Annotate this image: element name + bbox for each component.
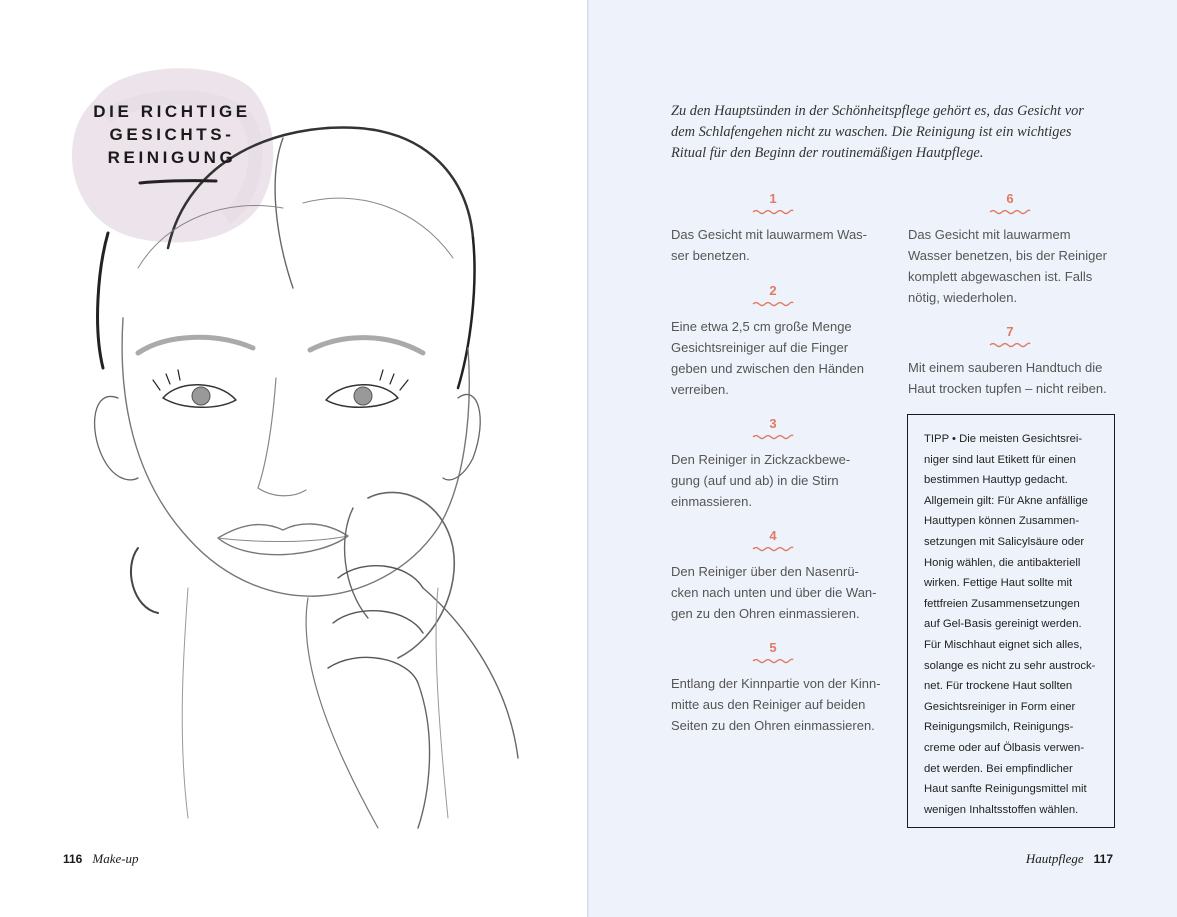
- step-line: Mit einem sauberen Handtuch die: [908, 360, 1103, 375]
- step-4: [671, 528, 881, 624]
- intro-line: dem Schlafengehen nicht zu waschen. Die Reinigung ist ein wichtiges: [671, 124, 1072, 140]
- step-3: [671, 416, 881, 512]
- step-number: 7: [1006, 324, 1014, 339]
- step-text: [671, 316, 881, 400]
- tip-line: solange es nicht zu sehr austrock-: [924, 659, 1096, 672]
- step-number: 4: [769, 528, 777, 543]
- step-1: [671, 191, 881, 266]
- chapter-title: [72, 100, 272, 169]
- step-line: Das Gesicht mit lauwarmem: [908, 227, 1071, 242]
- tip-line: det werden. Bei empfindlicher: [924, 762, 1073, 775]
- squiggle-divider-icon: [752, 433, 794, 441]
- squiggle-divider-icon: [989, 341, 1031, 349]
- squiggle-divider-icon: [989, 208, 1031, 216]
- folio-right: [1026, 851, 1113, 867]
- step-text: [908, 357, 1118, 399]
- step-line: Den Reiniger in Zickzackbewe-: [671, 452, 851, 467]
- tip-line: Hauttypen können Zusammen-: [924, 515, 1080, 528]
- step-line: einmassieren.: [671, 494, 752, 509]
- tip-line: net. Für trockene Haut sollten: [924, 680, 1073, 693]
- step-line: gen zu den Ohren einmassieren.: [671, 606, 860, 621]
- step-line: Gesichtsreiniger auf die Finger: [671, 340, 849, 355]
- tip-line: niger sind laut Etikett für einen: [924, 453, 1076, 466]
- step-text: [671, 673, 881, 736]
- step-line: mitte aus den Reiniger auf beiden: [671, 697, 866, 712]
- step-line: Haut trocken tupfen – nicht reiben.: [908, 381, 1107, 396]
- step-line: nötig, wiederholen.: [908, 290, 1018, 305]
- step-number: 1: [769, 191, 777, 206]
- chapter-title-line: DIE RICHTIGE: [93, 102, 251, 121]
- folio-left: [63, 851, 139, 867]
- tip-line: Honig wählen, die antibakteriell: [924, 556, 1081, 569]
- chapter-title-line: REINIGUNG: [107, 148, 237, 167]
- step-line: ser benetzen.: [671, 248, 750, 263]
- squiggle-divider-icon: [752, 657, 794, 665]
- step-line: Das Gesicht mit lauwarmem Was-: [671, 227, 867, 242]
- tip-line: Für Mischhaut eignet sich alles,: [924, 638, 1083, 651]
- squiggle-divider-icon: [752, 208, 794, 216]
- step-line: Seiten zu den Ohren einmassieren.: [671, 718, 875, 733]
- step-line: Wasser benetzen, bis der Reiniger: [908, 248, 1107, 263]
- tip-line: Haut sanfte Reinigungsmittel mit: [924, 783, 1087, 796]
- step-number: 2: [769, 283, 777, 298]
- step-5: [671, 640, 881, 736]
- step-7: [908, 324, 1118, 399]
- tip-line: Gesichtsreiniger in Form einer: [924, 700, 1076, 713]
- face-illustration-icon: [78, 118, 558, 838]
- tip-line: fettfreien Zusammensetzungen: [924, 597, 1080, 610]
- brush-stroke-icon: [138, 178, 218, 186]
- tip-line: Reinigungsmilch, Reinigungs-: [924, 721, 1074, 734]
- tip-line: wenigen Inhaltsstoffen wählen.: [924, 803, 1079, 816]
- tip-line: setzungen mit Salicylsäure oder: [924, 535, 1085, 548]
- intro-line: Ritual für den Beginn der routinemäßigen Hautpflege.: [671, 145, 984, 161]
- step-number: 6: [1006, 191, 1014, 206]
- step-line: Den Reiniger über den Nasenrü-: [671, 564, 859, 579]
- step-line: Eine etwa 2,5 cm große Menge: [671, 319, 852, 334]
- step-2: [671, 283, 881, 400]
- step-number: 5: [769, 640, 777, 655]
- step-line: geben und zwischen den Händen: [671, 361, 864, 376]
- tip-line: auf Gel-Basis gereinigt werden.: [924, 618, 1082, 631]
- tip-line: creme oder auf Ölbasis verwen-: [924, 741, 1085, 754]
- tip-line: bestimmen Hauttyp gedacht.: [924, 474, 1068, 487]
- chapter-title-line: GESICHTS-: [109, 125, 235, 144]
- intro-paragraph: [671, 101, 1121, 164]
- step-line: Entlang der Kinnpartie von der Kinn-: [671, 676, 881, 691]
- step-text: [671, 224, 881, 266]
- step-6: [908, 191, 1118, 308]
- page-number: 116: [63, 852, 83, 866]
- page-number: 117: [1093, 852, 1113, 866]
- intro-line: Zu den Hauptsünden in der Schönheitspflege gehört es, das Gesicht vor: [671, 103, 1084, 119]
- step-text: [671, 561, 881, 624]
- step-line: komplett abgewaschen ist. Falls: [908, 269, 1093, 284]
- running-section: Hautpflege: [1025, 851, 1084, 866]
- step-line: gung (auf und ab) in die Stirn: [671, 473, 839, 488]
- running-section: Make-up: [92, 851, 139, 866]
- tip-line: Allgemein gilt: Für Akne anfällige: [924, 494, 1088, 507]
- step-text: [908, 224, 1118, 308]
- squiggle-divider-icon: [752, 545, 794, 553]
- tip-line: wirken. Fettige Haut sollte mit: [924, 577, 1073, 590]
- step-line: verreiben.: [671, 382, 729, 397]
- squiggle-divider-icon: [752, 300, 794, 308]
- step-text: [671, 449, 881, 512]
- step-number: 3: [769, 416, 777, 431]
- tip-line: TIPP • Die meisten Gesichtsrei-: [924, 433, 1083, 445]
- tip-box: [907, 414, 1115, 828]
- step-line: cken nach unten und über die Wan-: [671, 585, 877, 600]
